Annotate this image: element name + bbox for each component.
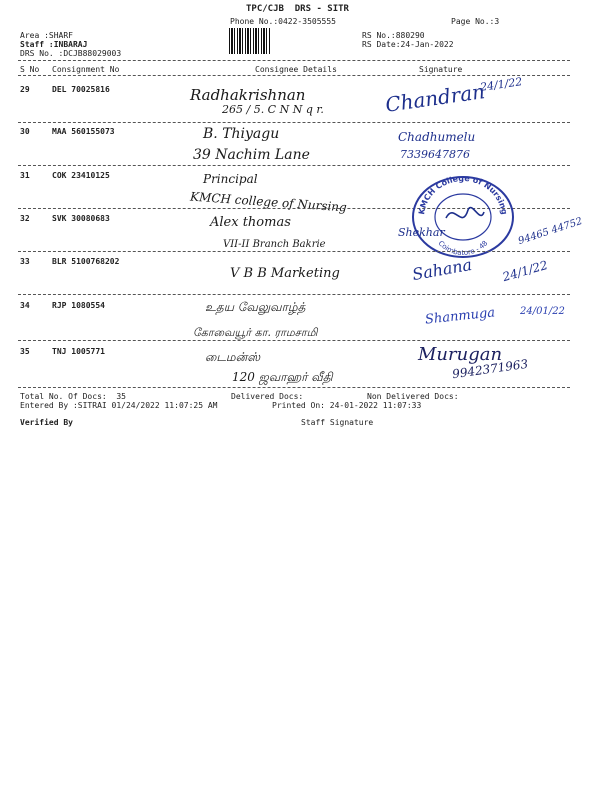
divider	[18, 165, 570, 166]
recipient-signature: Murugan	[418, 344, 503, 365]
row-consignment: MAA 560155073	[52, 127, 115, 136]
divider	[18, 75, 570, 76]
barcode-image	[229, 28, 271, 54]
row-sno: 34	[20, 301, 30, 310]
consignee-address: 265 / 5. C N N q r.	[222, 103, 324, 116]
divider	[18, 122, 570, 123]
non-delivered-docs: Non Delivered Docs:	[367, 392, 459, 401]
stamp-bottom-text: Coimbatore - 48	[436, 239, 490, 258]
signature-date: 24/1/22	[479, 75, 524, 94]
recipient-signature: Sahana	[410, 254, 474, 285]
column-header-signature: Signature	[419, 65, 463, 74]
consignee-name: Alex thomas	[210, 215, 291, 230]
divider	[18, 387, 570, 388]
row-sno: 33	[20, 257, 30, 266]
drs-number: DRS No. :DCJB88029003	[20, 49, 122, 58]
svg-text:KMCH College of Nursing	[417, 174, 509, 216]
signature-phone: 9942371963	[451, 356, 529, 382]
rs-number: RS No.:880290	[362, 31, 425, 40]
college-stamp	[410, 172, 516, 258]
consignee-address: 120 ஜவாஹர் வீதி	[232, 370, 333, 384]
divider	[18, 294, 570, 295]
staff-signature-label: Staff Signature	[301, 418, 374, 427]
row-sno: 31	[20, 171, 30, 180]
column-header-sno: S No	[20, 65, 40, 74]
column-header-consignment: Consignment No	[52, 65, 120, 74]
delivered-docs: Delivered Docs:	[231, 392, 304, 401]
row-sno: 32	[20, 214, 30, 223]
consignee-address: 39 Nachim Lane	[193, 147, 310, 163]
signature-date: 24/1/22	[500, 257, 550, 285]
rs-date: RS Date:24-Jan-2022	[362, 40, 454, 49]
signature-phone: 94465 44752	[516, 215, 584, 248]
total-docs: Total No. Of Docs: 35	[20, 392, 126, 401]
consignee-name: உதய வேலுவாழ்த்	[205, 300, 306, 314]
consignee-name: V B B Marketing	[230, 266, 340, 281]
row-consignment: BLR 5100768202	[52, 257, 120, 266]
stamp-top-text: KMCH College of Nursing	[417, 173, 509, 216]
column-header-details: Consignee Details	[255, 65, 337, 74]
consignee-address: கோவையூர் கா. ராமசாமி	[193, 326, 318, 339]
signature-phone: 7339647876	[400, 148, 470, 161]
row-consignment: SVK 30080683	[52, 214, 110, 223]
row-consignment: RJP 1080554	[52, 301, 105, 310]
consignee-name: Principal	[203, 172, 258, 186]
row-sno: 30	[20, 127, 30, 136]
consignee-name: Radhakrishnan	[190, 86, 306, 104]
consignee-address: VII-II Branch Bakrie	[223, 239, 326, 250]
phone-number: Phone No.:0422-3505555	[230, 17, 336, 26]
area-field: Area :SHARF	[20, 31, 73, 40]
document-title: TPC/CJB DRS - SITR	[246, 4, 349, 14]
divider	[18, 251, 570, 252]
recipient-signature: Chadhumelu	[398, 130, 476, 144]
signature-date: 24/01/22	[520, 306, 565, 317]
recipient-signature: Chandran	[383, 79, 487, 117]
divider	[18, 60, 570, 61]
row-consignment: COK 23410125	[52, 171, 110, 180]
row-sno: 29	[20, 85, 30, 94]
divider	[18, 340, 570, 341]
row-consignment: TNJ 1005771	[52, 347, 105, 356]
row-sno: 35	[20, 347, 30, 356]
consignee-address: KMCH college of Nursing	[189, 189, 348, 215]
consignee-name: டைமன்ஸ்	[205, 350, 261, 364]
row-consignment: DEL 70025816	[52, 85, 110, 94]
verified-by-label: Verified By	[20, 418, 73, 427]
consignee-name: B. Thiyagu	[203, 126, 280, 142]
printed-on: Printed On: 24-01-2022 11:07:33	[272, 401, 422, 410]
entered-by: Entered By :SITRAI 01/24/2022 11:07:25 AM	[20, 401, 218, 410]
staff-field: Staff :INBARAJ	[20, 40, 88, 49]
page-number: Page No.:3	[451, 17, 500, 26]
recipient-signature: Shekhar	[398, 226, 445, 239]
recipient-signature: Shanmuga	[424, 305, 496, 328]
